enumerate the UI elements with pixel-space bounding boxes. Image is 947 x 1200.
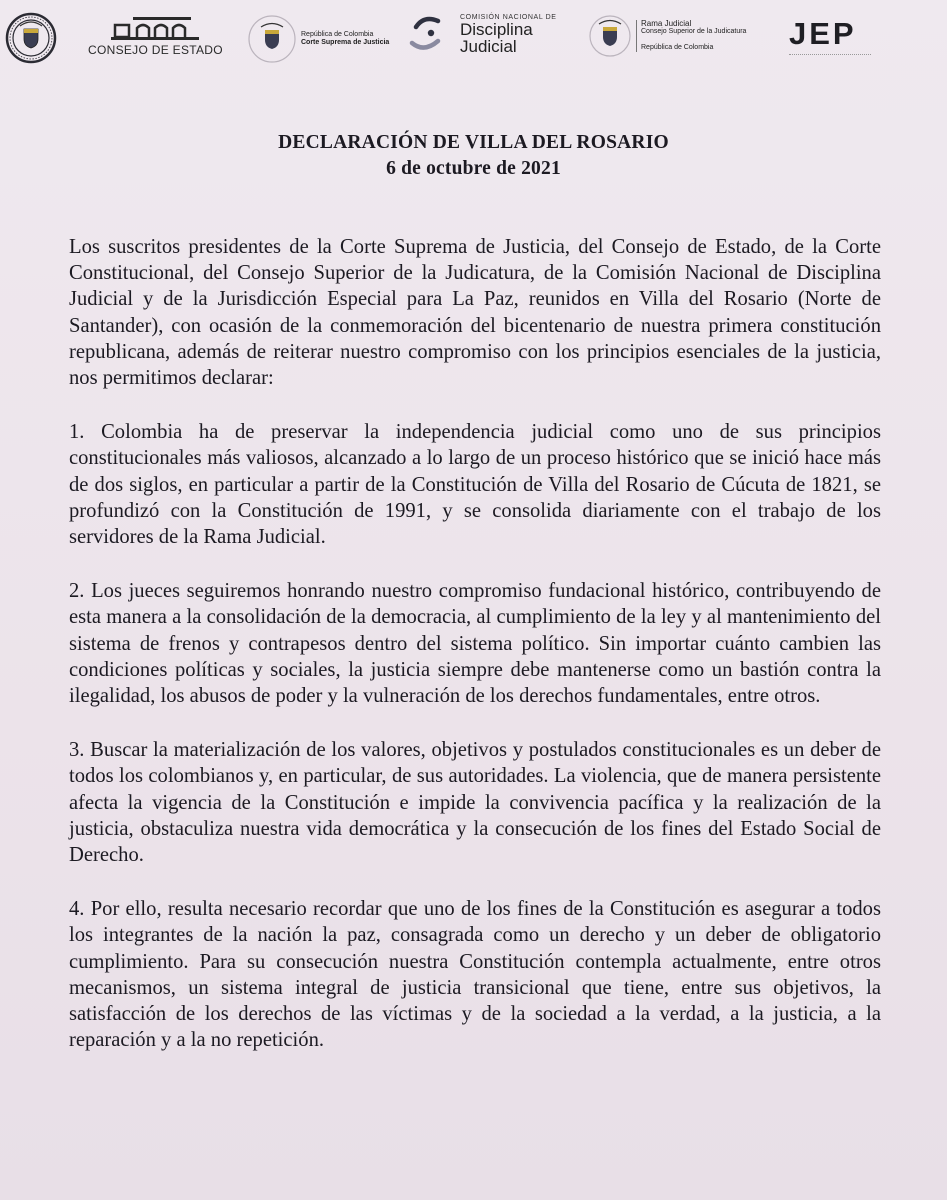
document-date: 6 de octubre de 2021: [386, 158, 561, 179]
rama-judicial-logo: [588, 14, 746, 58]
intro-paragraph: Los suscritos presidentes de la Corte Suprema de Justicia, del Consejo de Estado, de la Corte Constitucional, del Consejo Superior de la Judicatura, de la Comisión Nacional de Disciplina Judicial y de la Jurisdicción Especial para La Paz, reunidos en Villa del Rosario (Norte de Santander), con ocasión de la conmemoración del bicentenario de nuestra primera constitución republicana, además de reiterar nuestro compromiso con los principios esenciales de la justicia, nos permitimos declarar:: [69, 236, 881, 390]
jep-logo: [789, 16, 871, 58]
document-header: [0, 130, 947, 182]
rama-line2: Consejo Superior de la Judicatura: [641, 28, 747, 35]
paragraph-1: 1. Colombia ha de preservar la independencia judicial como uno de sus principios constitucionales más valiosos, alcanzado a lo largo de un proceso histórico que se inició hace más de dos siglos, en particular a partir de la Constitución de Villa del Rosario de Cúcuta de 1821, se profundizó con la Constitución de 1991, y se consolida diariamente con el trabajo de los servidores de la Rama Judicial.: [69, 421, 881, 549]
jep-label: JEP: [789, 16, 857, 51]
document-body: [69, 234, 881, 1081]
document-title: DECLARACIÓN DE VILLA DEL ROSARIO: [278, 132, 669, 153]
consejo-de-estado-label: CONSEJO DE ESTADO: [88, 43, 223, 57]
paragraph-2: 2. Los jueces seguiremos honrando nuestro compromiso fundacional histórico, contribuyendo de esta manera a la consolidación de la democracia, al cumplimiento de la ley y al mantenimiento del sistema de frenos y contrapesos dentro del sistema político. Sin importar cuánto cambien las condiciones políticas y sociales, la justicia siempre debe mantenerse como un bastión contra la ilegalidad, los abusos de poder y la vulneración de los derechos fundamentales, entre otros.: [69, 580, 881, 708]
corte-constitucional-seal-icon: [5, 12, 57, 64]
consejo-de-estado-building-icon: [107, 15, 203, 43]
cndj-logo: [404, 13, 557, 55]
cndj-top-label: COMISIÓN NACIONAL DE: [460, 13, 557, 21]
consejo-de-estado-logo: [88, 15, 223, 57]
corte-suprema-seal-icon: [247, 14, 297, 64]
paragraph-3: 3. Buscar la materialización de los valores, objetivos y postulados constitucionales es un deber de todos los colombianos y, en particular, de sus autoridades. La violencia, que de manera persistente afecta la vigencia de la Constitución e impide la convivencia pacífica y la realización de la justicia, obstaculiza nuestra vida democrática y la consecución de los fines del Estado Social de Derecho.: [69, 739, 881, 867]
csj-line1: República de Colombia: [301, 31, 374, 38]
cndj-line1: Disciplina: [460, 19, 533, 39]
csj-line2: Corte Suprema de Justicia: [301, 39, 390, 46]
rama-judicial-seal-icon: [588, 14, 632, 58]
cndj-line2: Judicial: [460, 36, 517, 56]
jep-subtitle-line: [789, 54, 871, 58]
corte-suprema-logo: [247, 14, 389, 64]
paragraph-4: 4. Por ello, resulta necesario recordar que uno de los fines de la Constitución es asegurar a todos los integrantes de la nación la paz, consagrada como un derecho y un deber de obligatorio cumplimiento. Para su consecución nuestra Constitución contempla actualmente, entre otros mecanismos, un sistema integral de justicia transicional que tiene, entre sus objetivos, la satisfacción de los derechos de las víctimas y de la sociedad a la verdad, a la justicia, a la reparación y a la no repetición.: [69, 898, 881, 1052]
cndj-swirl-icon: [404, 13, 452, 55]
header-logos: [0, 0, 947, 90]
rama-line3: República de Colombia: [641, 44, 714, 51]
rama-line1: Rama Judicial: [641, 19, 692, 28]
